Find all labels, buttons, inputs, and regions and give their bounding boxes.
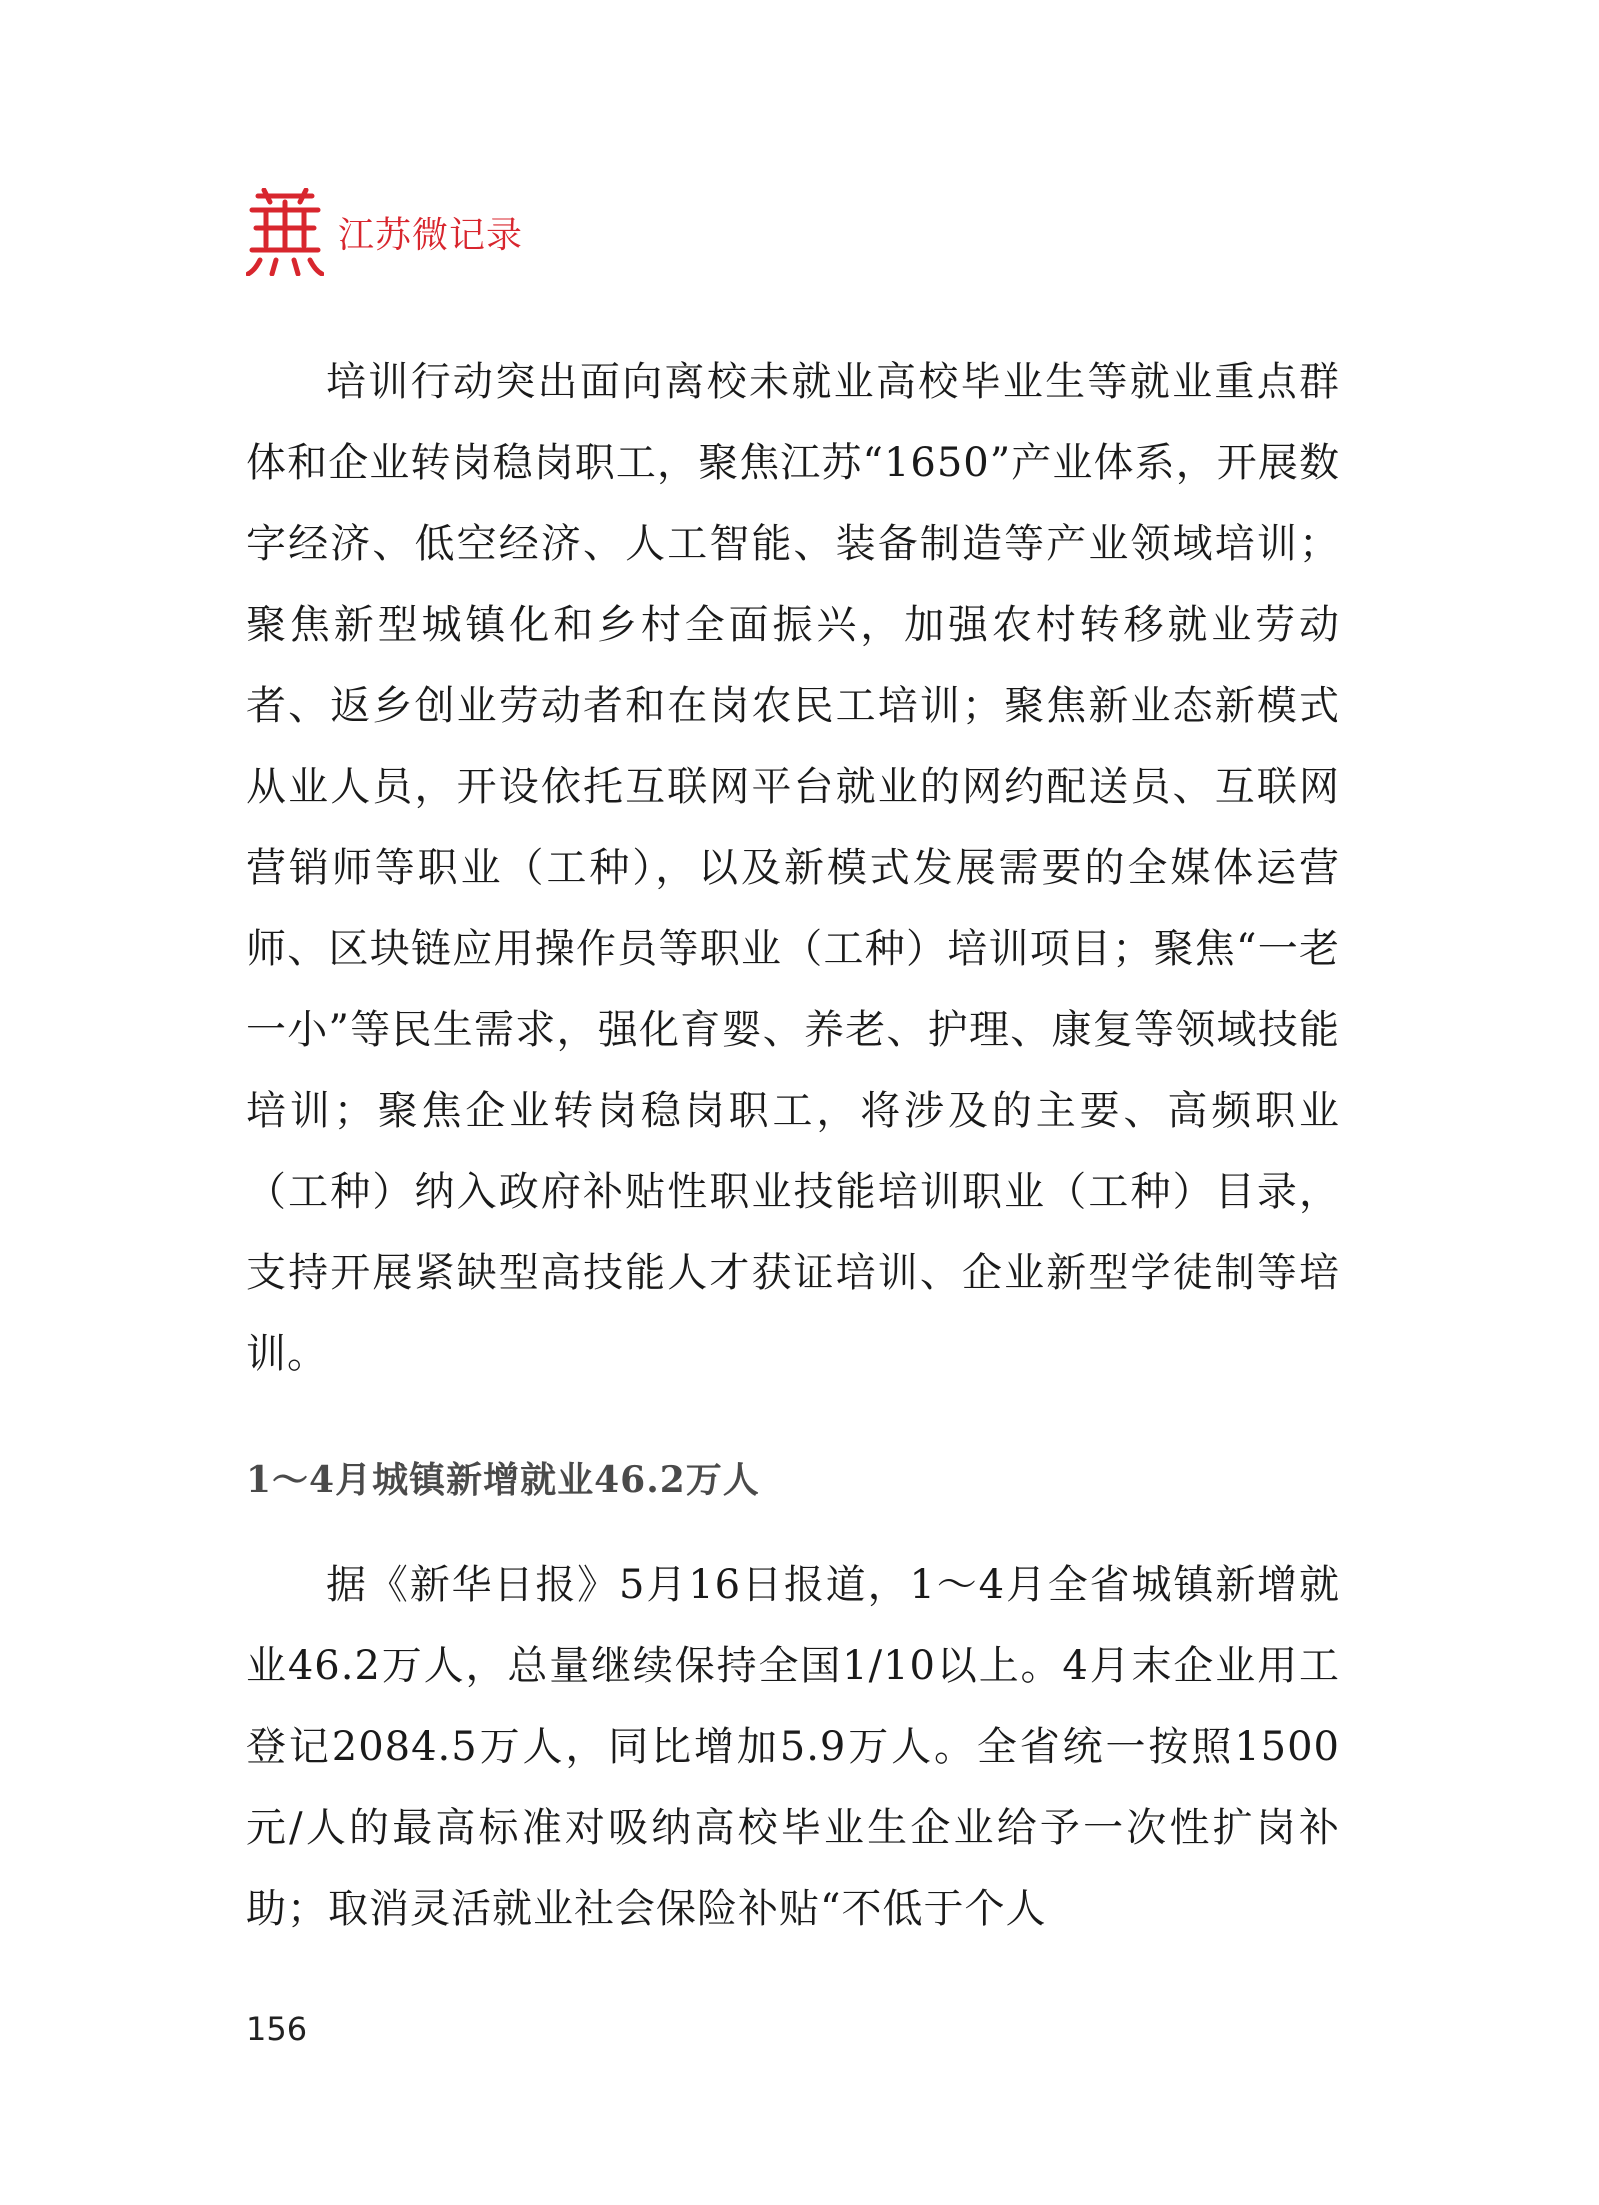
page-header: [246, 186, 523, 278]
section-title: 1～4月城镇新增就业46.2万人: [246, 1459, 760, 1501]
article-body: [246, 342, 1340, 1950]
brand-title: 江苏微记录: [338, 214, 524, 256]
page-number: 156: [246, 2010, 308, 2048]
jiangsu-logo-icon: [246, 188, 324, 276]
paragraph-employment: 据《新华日报》5月16日报道，1～4月全省城镇新增就业46.2万人，总量继续保持全国1/10以上。4月末企业用工登记2084.5万人，同比增加5.9万人。全省统一按照1500元/人的最高标准对吸纳高校毕业生企业给予一次性扩岗补助；取消灵活就业社会保险补贴“不低于个人: [246, 1562, 1340, 1932]
paragraph-training: 培训行动突出面向离校未就业高校毕业生等就业重点群体和企业转岗稳岗职工，聚焦江苏“1650”产业体系，开展数字经济、低空经济、人工智能、装备制造等产业领域培训；聚焦新型城镇化和乡村全面振兴，加强农村转移就业劳动者、返乡创业劳动者和在岗农民工培训；聚焦新业态新模式从业人员，开设依托互联网平台就业的网约配送员、互联网营销师等职业（工种），以及新模式发展需要的全媒体运营师、区块链应用操作员等职业（工种）培训项目；聚焦“一老一小”等民生需求，强化育婴、养老、护理、康复等领域技能培训；聚焦企业转岗稳岗职工，将涉及的主要、高频职业（工种）纳入政府补贴性职业技能培训职业（工种）目录，支持开展紧缺型高技能人才获证培训、企业新型学徒制等培训。: [246, 359, 1340, 1377]
